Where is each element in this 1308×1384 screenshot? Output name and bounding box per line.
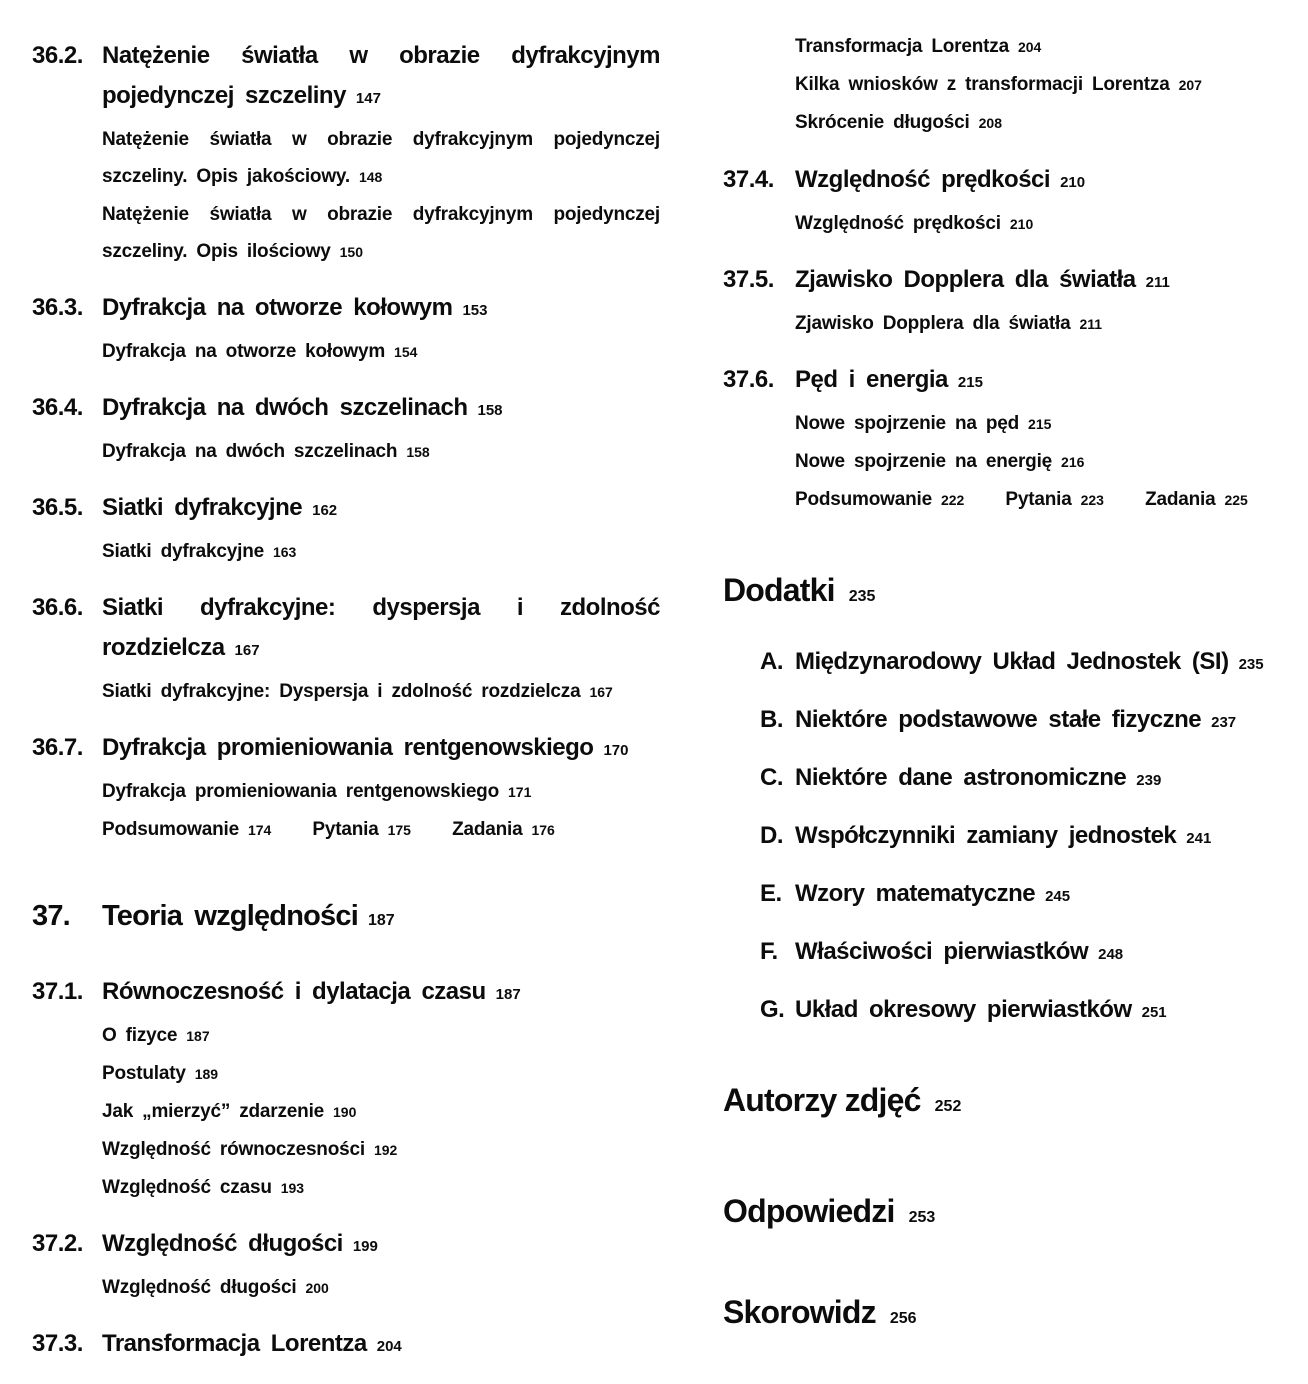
appendix-title <box>795 700 1289 743</box>
summary-text: Zadania <box>1145 489 1216 510</box>
toc-column-right <box>723 28 1289 1340</box>
summary-item <box>102 811 271 849</box>
appendix-page: 251 <box>1141 1004 1167 1021</box>
appendix-b <box>723 700 1289 743</box>
subitem-page: 150 <box>339 244 363 260</box>
subitem-text: Postulaty <box>102 1063 186 1084</box>
toc-section-36-5 <box>32 488 660 571</box>
section-page: 187 <box>495 986 521 1003</box>
subitem-text: Natężenie światła w obrazie dyfrakcyjnym pojedynczej szczeliny. Opis ilościowy <box>102 204 660 262</box>
subitem <box>795 405 1289 443</box>
subitem <box>795 305 1289 343</box>
subitem-text: Natężenie światła w obrazie dyfrakcyjnym pojedynczej szczeliny. Opis jakościowy. <box>102 129 660 187</box>
section-title <box>102 972 660 1015</box>
summary-item <box>312 811 411 849</box>
subitem-page: 216 <box>1061 454 1085 470</box>
subitem-text: Względność długości <box>102 1277 297 1298</box>
heading-page: 256 <box>889 1310 917 1327</box>
appendix-title <box>795 642 1289 685</box>
appendix-e <box>723 874 1289 917</box>
toc-section-37-4 <box>723 160 1289 243</box>
appendix-d <box>723 816 1289 859</box>
summary-item <box>795 481 964 519</box>
toc-section-37-1 <box>32 972 660 1207</box>
summary-text: Pytania <box>1005 489 1072 510</box>
heading-title: Dodatki <box>723 572 835 608</box>
section-title-text: Względność długości <box>102 1230 343 1257</box>
subitem <box>102 1131 660 1169</box>
heading-autorzy-zdjec <box>723 1079 1289 1128</box>
heading-title: Odpowiedzi <box>723 1193 895 1229</box>
section-number: 37.1. <box>32 978 83 1005</box>
section-title-text: Natężenie światła w obrazie dyfrakcyjnym pojedynczej szczeliny <box>102 42 660 109</box>
appendix-letter: A. <box>760 648 783 675</box>
appendix-page: 235 <box>1238 656 1264 673</box>
section-number: 36.2. <box>32 42 83 69</box>
subitem-page: 187 <box>186 1028 210 1044</box>
section-page: 210 <box>1060 174 1086 191</box>
appendix-a <box>723 642 1289 685</box>
summary-text: Zadania <box>452 819 523 840</box>
subitem <box>102 1169 660 1207</box>
subitem-text: Siatki dyfrakcyjne: Dyspersja i zdolność rozdzielcza <box>102 681 581 702</box>
heading-dodatki <box>723 569 1289 618</box>
chapter-summary-line <box>795 481 1289 519</box>
subitem-page: 190 <box>333 1104 357 1120</box>
appendix-title-text: Właściwości pierwiastków <box>795 938 1089 965</box>
heading-title: Autorzy zdjęć <box>723 1082 921 1118</box>
toc-section-37-3 <box>32 1324 660 1367</box>
heading-page: 253 <box>908 1209 936 1226</box>
section-page: 153 <box>462 302 488 319</box>
subitem <box>102 1093 660 1131</box>
toc-chapter-37 <box>32 895 660 942</box>
subitem <box>795 443 1289 481</box>
subitem <box>102 1269 660 1307</box>
chapter-page: 187 <box>367 912 395 929</box>
subitem-page: 163 <box>272 544 297 560</box>
section-page: 211 <box>1145 274 1170 291</box>
section-page: 215 <box>957 374 983 391</box>
section-number: 36.6. <box>32 594 83 621</box>
subitem-page: 192 <box>373 1142 398 1158</box>
subitem <box>795 104 1289 142</box>
subitem <box>102 533 660 571</box>
subitem-text: Zjawisko Dopplera dla światła <box>795 313 1071 334</box>
subitem <box>102 1055 660 1093</box>
subitem-page: 204 <box>1017 39 1042 55</box>
subitem <box>102 1017 660 1055</box>
heading-title: Skorowidz <box>723 1294 876 1330</box>
subitem-text: Względność czasu <box>102 1177 272 1198</box>
section-number: 36.4. <box>32 394 83 421</box>
section-title <box>102 1324 660 1367</box>
appendix-letter: E. <box>760 880 782 907</box>
subitem-text: Dyfrakcja na dwóch szczelinach <box>102 441 398 462</box>
summary-text: Pytania <box>312 819 379 840</box>
section-page: 162 <box>312 502 338 519</box>
section-title <box>795 360 1289 403</box>
appendix-title-text: Współczynniki zamiany jednostek <box>795 822 1177 849</box>
section-number: 37.6. <box>723 366 774 393</box>
subitem-text: Dyfrakcja promieniowania rentgenowskiego <box>102 781 499 802</box>
appendix-title-text: Układ okresowy pierwiastków <box>795 996 1132 1023</box>
appendix-title <box>795 758 1289 801</box>
subitem-text: Nowe spojrzenie na energię <box>795 451 1053 472</box>
section-title-text: Względność prędkości <box>795 166 1051 193</box>
summary-item <box>1145 481 1248 519</box>
subitem-text: Jak „mierzyć” zdarzenie <box>102 1101 325 1122</box>
section-title <box>102 388 660 431</box>
subitem-text: O fizyce <box>102 1025 178 1046</box>
subitem-page: 208 <box>978 115 1002 131</box>
subitem <box>102 121 660 196</box>
section-title <box>102 36 660 119</box>
summary-page: 225 <box>1224 492 1248 508</box>
subitem-text: Dyfrakcja na otworze kołowym <box>102 341 386 362</box>
appendix-letter: D. <box>760 822 783 849</box>
section-title <box>102 588 660 671</box>
chapter-title <box>102 895 660 942</box>
toc-section-37-6 <box>723 360 1289 519</box>
summary-page: 223 <box>1080 492 1104 508</box>
subitem-text: Transformacja Lorentza <box>795 36 1009 57</box>
section-page: 170 <box>603 742 629 759</box>
appendix-page: 248 <box>1098 946 1124 963</box>
toc-column-left <box>32 36 660 1384</box>
appendix-letter: C. <box>760 764 783 791</box>
subitem-page: 171 <box>508 784 532 800</box>
section-title <box>795 160 1289 203</box>
toc-section-36-3 <box>32 288 660 371</box>
appendix-letter: G. <box>760 996 785 1023</box>
section-page: 167 <box>234 642 260 659</box>
subitem <box>795 66 1289 104</box>
chapter-title-text: Teoria względności <box>102 900 358 932</box>
toc-section-36-4 <box>32 388 660 471</box>
subitem <box>102 433 660 471</box>
summary-page: 175 <box>387 822 411 838</box>
subitem-page: 193 <box>280 1180 305 1196</box>
appendix-title <box>795 816 1289 859</box>
section-number: 37.4. <box>723 166 774 193</box>
subitem-text: Skrócenie długości <box>795 112 970 133</box>
section-title-text: Dyfrakcja na dwóch szczelinach <box>102 394 468 421</box>
subitem-page: 207 <box>1178 77 1202 93</box>
appendix-title-text: Niektóre podstawowe stałe fizyczne <box>795 706 1202 733</box>
summary-item <box>452 811 555 849</box>
section-title-text: Dyfrakcja na otworze kołowym <box>102 294 453 321</box>
subitem-text: Względność równoczesności <box>102 1139 365 1160</box>
toc-section-37-5 <box>723 260 1289 343</box>
section-page: 199 <box>352 1238 378 1255</box>
section-page: 147 <box>355 90 381 107</box>
toc-section-36-6 <box>32 588 660 711</box>
appendix-title <box>795 990 1289 1033</box>
section-number: 36.3. <box>32 294 83 321</box>
subitem-page: 215 <box>1028 416 1052 432</box>
section-page: 204 <box>376 1338 402 1355</box>
section-title-text: Siatki dyfrakcyjne: dyspersja i zdolność rozdzielcza <box>102 594 660 661</box>
appendix-title <box>795 932 1289 975</box>
heading-odpowiedzi <box>723 1190 1289 1239</box>
subitem-page: 210 <box>1009 216 1034 232</box>
section-title <box>102 488 660 531</box>
appendix-title-text: Wzory matematyczne <box>795 880 1036 907</box>
subitem-text: Siatki dyfrakcyjne <box>102 541 264 562</box>
toc-section-37-3-continued <box>723 28 1289 142</box>
section-title-text: Siatki dyfrakcyjne <box>102 494 303 521</box>
section-title-text: Transformacja Lorentza <box>102 1330 367 1357</box>
summary-page: 222 <box>940 492 965 508</box>
subitem <box>795 205 1289 243</box>
section-title <box>795 260 1289 303</box>
section-number: 37.5. <box>723 266 774 293</box>
appendix-page: 241 <box>1186 830 1212 847</box>
heading-page: 235 <box>848 588 876 605</box>
subitem <box>102 333 660 371</box>
subitem-text: Nowe spojrzenie na pęd <box>795 413 1020 434</box>
section-title-text: Zjawisko Dopplera dla światła <box>795 266 1136 293</box>
toc-section-36-7 <box>32 728 660 849</box>
appendix-letter: F. <box>760 938 778 965</box>
appendix-page: 239 <box>1136 772 1162 789</box>
appendix-title-text: Międzynarodowy Układ Jednostek (SI) <box>795 648 1229 675</box>
subitem-page: 200 <box>305 1280 329 1296</box>
chapter-summary-line <box>102 811 660 849</box>
section-page: 158 <box>477 402 503 419</box>
appendix-title-text: Niektóre dane astronomiczne <box>795 764 1127 791</box>
subitem-text: Kilka wniosków z transformacji Lorentza <box>795 74 1170 95</box>
heading-page: 252 <box>934 1098 962 1115</box>
section-number: 36.5. <box>32 494 83 521</box>
section-title <box>102 288 660 331</box>
section-title <box>102 728 660 771</box>
summary-page: 174 <box>247 822 272 838</box>
section-title <box>102 1224 660 1267</box>
subitem <box>102 196 660 271</box>
appendix-g <box>723 990 1289 1033</box>
chapter-number: 37. <box>32 900 70 932</box>
appendix-f <box>723 932 1289 975</box>
toc-section-37-2 <box>32 1224 660 1307</box>
section-number: 37.3. <box>32 1330 83 1357</box>
subitem-page: 167 <box>589 684 613 700</box>
subitem-page: 189 <box>194 1066 219 1082</box>
subitem-text: Względność prędkości <box>795 213 1001 234</box>
subitem-page: 211 <box>1079 316 1103 332</box>
subitem-page: 158 <box>406 444 430 460</box>
subitem-page: 148 <box>358 169 383 185</box>
appendix-title <box>795 874 1289 917</box>
summary-text: Podsumowanie <box>102 819 239 840</box>
subitem <box>102 673 660 711</box>
subitem-page: 154 <box>394 344 418 360</box>
subitem <box>102 773 660 811</box>
appendix-c <box>723 758 1289 801</box>
appendix-page: 245 <box>1045 888 1071 905</box>
toc-section-36-2 <box>32 36 660 271</box>
section-title-text: Pęd i energia <box>795 366 948 393</box>
summary-item <box>1005 481 1104 519</box>
section-number: 36.7. <box>32 734 83 761</box>
summary-page: 176 <box>531 822 555 838</box>
summary-text: Podsumowanie <box>795 489 932 510</box>
section-title-text: Dyfrakcja promieniowania rentgenowskiego <box>102 734 594 761</box>
heading-skorowidz <box>723 1291 1289 1340</box>
section-title-text: Równoczesność i dylatacja czasu <box>102 978 486 1005</box>
appendix-letter: B. <box>760 706 783 733</box>
subitem <box>795 28 1289 66</box>
appendix-page: 237 <box>1211 714 1237 731</box>
section-number: 37.2. <box>32 1230 83 1257</box>
